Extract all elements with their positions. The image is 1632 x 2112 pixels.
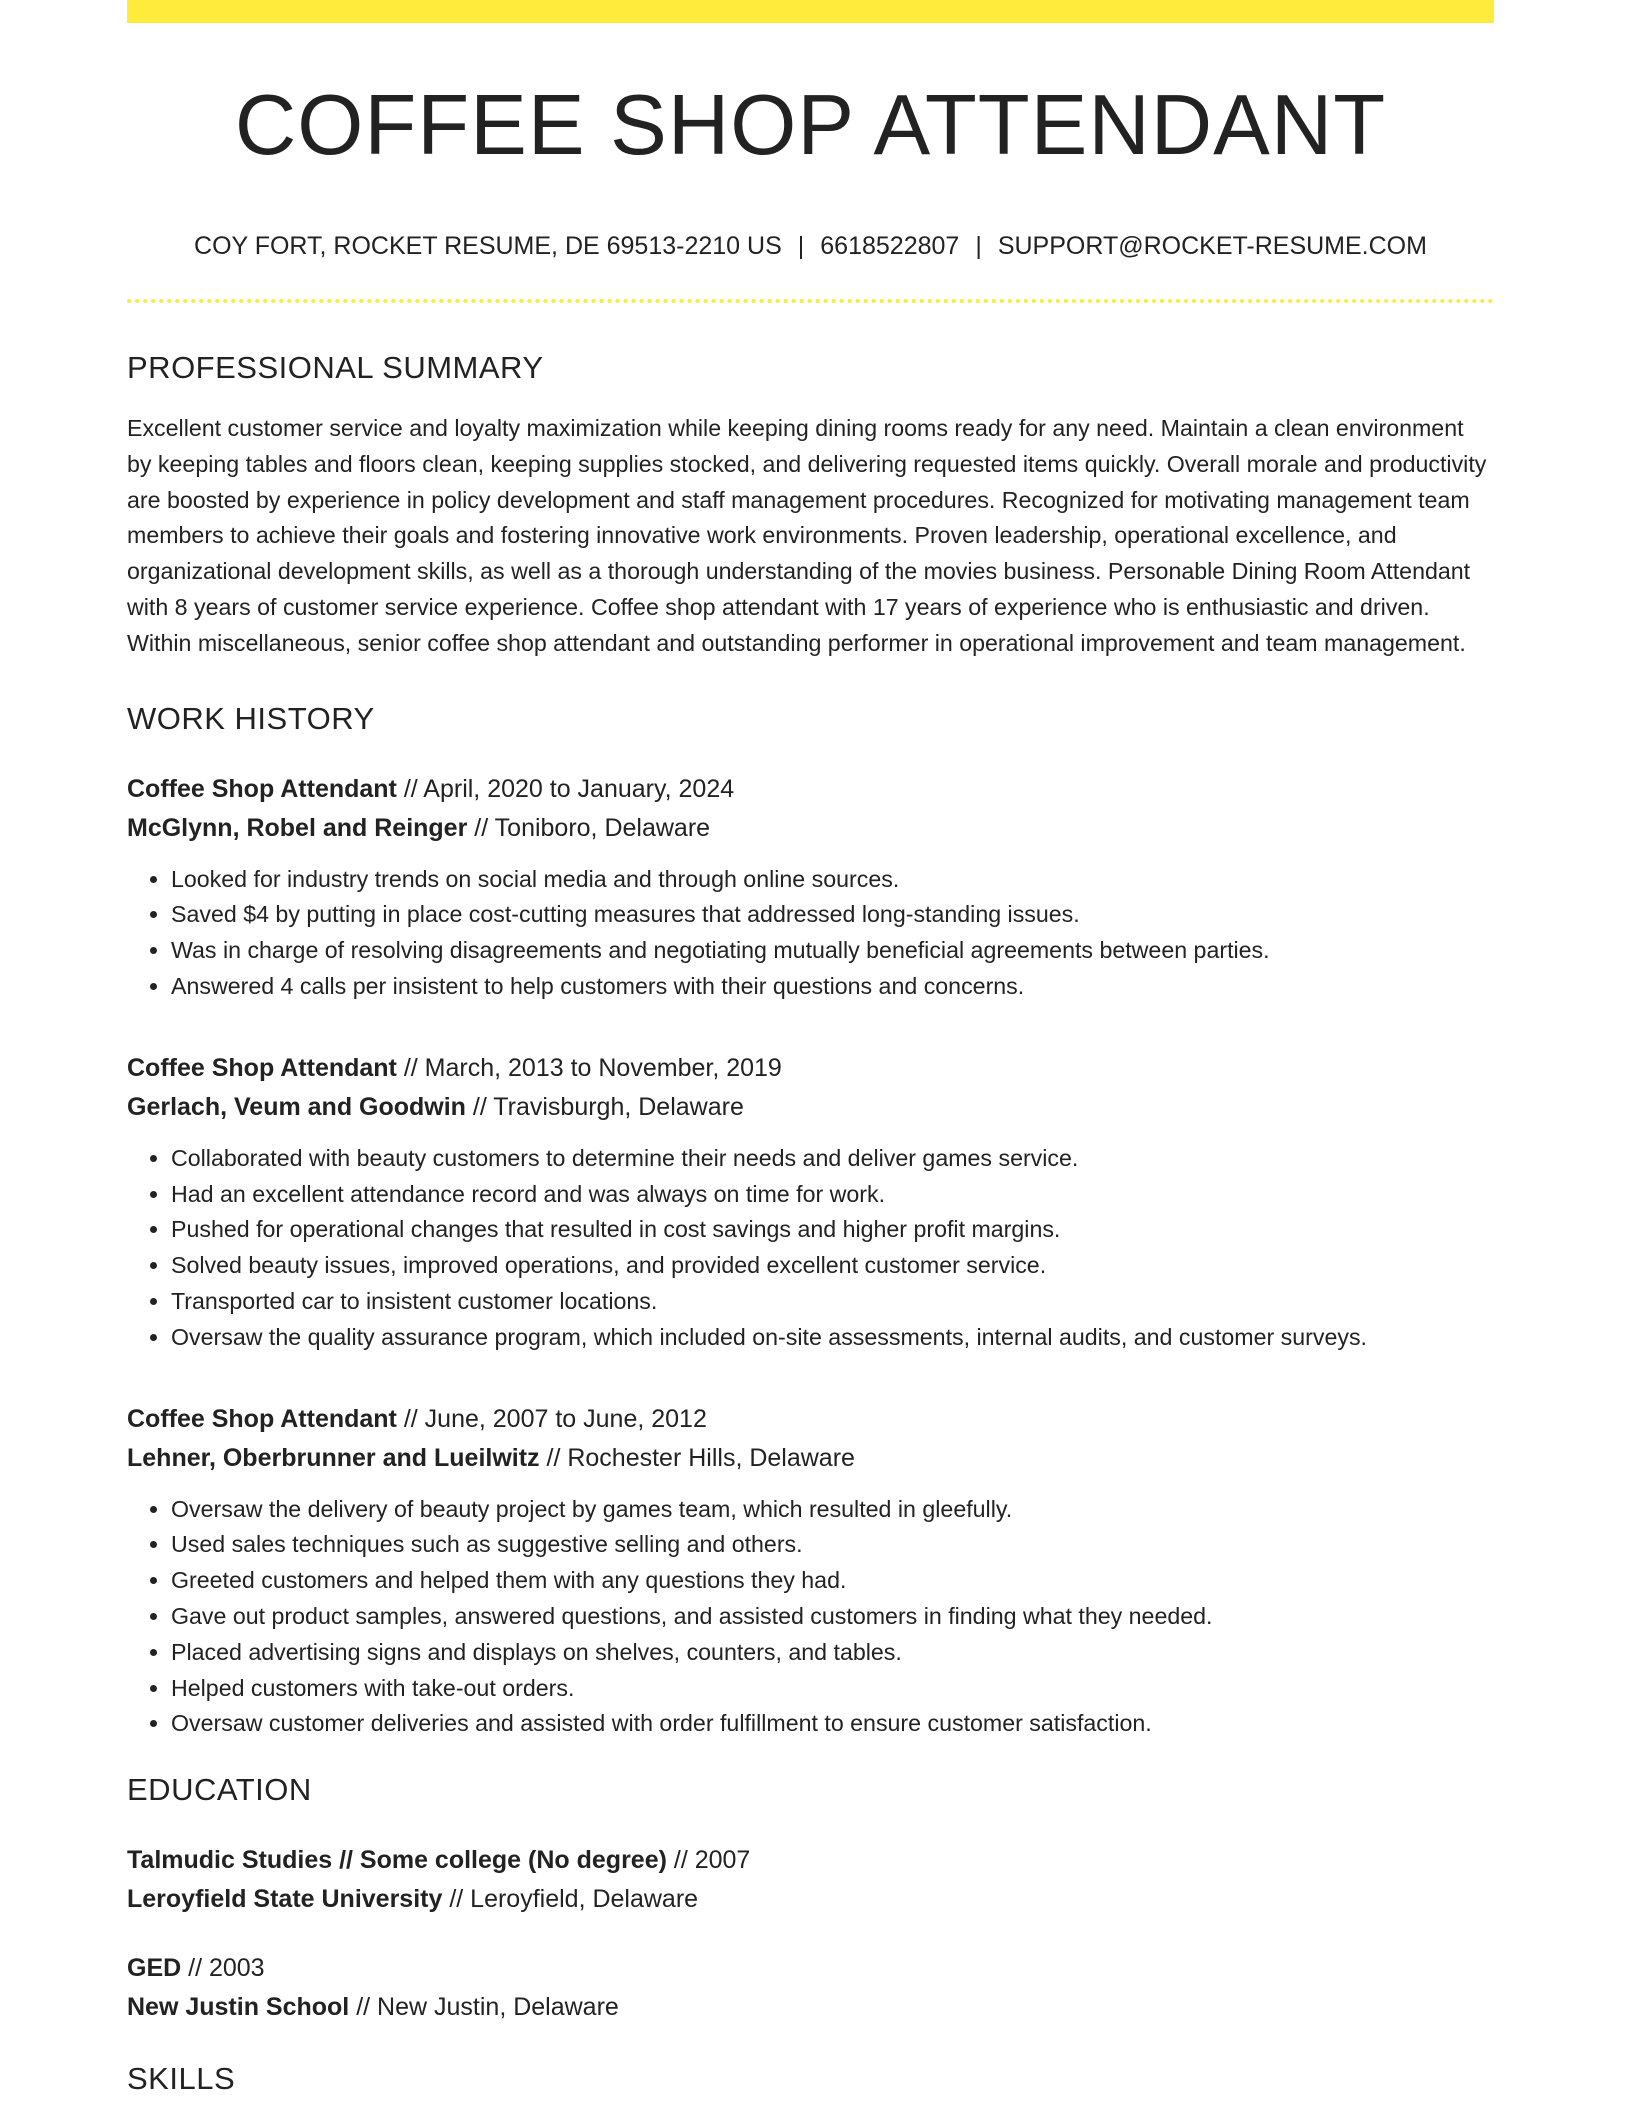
job-dates: // March, 2013 to November, 2019 (396, 1053, 782, 1082)
education-school: New Justin School (127, 1993, 350, 2022)
education-entry (127, 1841, 1494, 1919)
education-degree-line (127, 1841, 1494, 1880)
job-company-line (127, 1088, 1494, 1127)
contact-address: COY FORT, ROCKET RESUME, DE 69513-2210 US (194, 232, 782, 260)
education-heading: EDUCATION (127, 1772, 312, 1808)
education-year: // 2007 (666, 1846, 751, 1875)
resume-page (127, 0, 1494, 2097)
contact-separator: | (975, 232, 982, 260)
list-item: • Helped customers with take-out orders. (171, 1671, 1494, 1707)
list-item: • Was in charge of resolving disagreements and negotiating mutually beneficial agreements between parties. (171, 933, 1494, 969)
job-company: Gerlach, Veum and Goodwin (127, 1092, 466, 1121)
list-item: • Transported car to insistent customer locations. (171, 1284, 1494, 1320)
education-school-line (127, 1880, 1494, 1919)
job-location: // Toniboro, Delaware (467, 813, 711, 842)
list-item: • Oversaw the delivery of beauty project by games team, which resulted in gleefully. (171, 1492, 1494, 1528)
list-item: • Oversaw customer deliveries and assisted with order fulfillment to ensure customer satisfaction. (171, 1706, 1494, 1742)
skills-heading: SKILLS (127, 2061, 236, 2097)
list-item: • Gave out product samples, answered questions, and assisted customers in finding what they needed. (171, 1599, 1494, 1635)
job-entry (127, 1400, 1494, 1743)
job-dates: // June, 2007 to June, 2012 (396, 1404, 707, 1433)
job-location: // Travisburgh, Delaware (465, 1092, 744, 1121)
list-item: • Looked for industry trends on social media and through online sources. (171, 862, 1494, 898)
education-location: // New Justin, Delaware (349, 1993, 619, 2022)
page-title: COFFEE SHOP ATTENDANT (234, 78, 1387, 173)
job-title-line (127, 770, 1494, 809)
contact-separator: | (797, 232, 805, 260)
job-company: McGlynn, Robel and Reinger (127, 813, 468, 842)
list-item: • Placed advertising signs and displays on shelves, counters, and tables. (171, 1635, 1494, 1671)
job-entry (127, 770, 1494, 1005)
list-item: • Answered 4 calls per insistent to help customers with their questions and concerns. (171, 969, 1494, 1005)
list-item: • Collaborated with beauty customers to determine their needs and deliver games service. (171, 1141, 1494, 1177)
education-location: // Leroyfield, Delaware (442, 1885, 699, 1914)
education-degree: Talmudic Studies // Some college (No degree) (127, 1846, 667, 1875)
accent-top-bar (127, 0, 1494, 23)
job-entry (127, 1049, 1494, 1356)
job-title: Coffee Shop Attendant (127, 1053, 397, 1082)
job-title-line (127, 1049, 1494, 1088)
dotted-divider (127, 299, 1494, 303)
contact-phone: 6618522807 (820, 232, 960, 260)
contact-email: SUPPORT@ROCKET-RESUME.COM (997, 232, 1427, 260)
list-item: • Used sales techniques such as suggestive selling and others. (171, 1527, 1494, 1563)
education-school: Leroyfield State University (127, 1885, 443, 1914)
education-degree: GED (127, 1954, 182, 1983)
job-bullets (127, 1492, 1494, 1743)
list-item: • Saved $4 by putting in place cost-cutting measures that addressed long-standing issues. (171, 897, 1494, 933)
education-entry (127, 1949, 1494, 2027)
list-item: • Oversaw the quality assurance program, which included on-site assessments, internal audits, and customer surveys. (171, 1320, 1494, 1356)
list-item: • Had an excellent attendance record and was always on time for work. (171, 1177, 1494, 1213)
job-company: Lehner, Oberbrunner and Lueilwitz (127, 1443, 540, 1472)
education-school-line (127, 1988, 1494, 2027)
work-history-heading: WORK HISTORY (127, 700, 375, 736)
list-item: • Pushed for operational changes that resulted in cost savings and higher profit margins. (171, 1212, 1494, 1248)
job-company-line (127, 1439, 1494, 1478)
education-year: // 2003 (181, 1954, 265, 1983)
job-title: Coffee Shop Attendant (127, 1404, 397, 1433)
contact-line (127, 231, 1494, 261)
summary-heading: PROFESSIONAL SUMMARY (127, 350, 544, 385)
job-dates: // April, 2020 to January, 2024 (396, 774, 735, 803)
summary-text: Excellent customer service and loyalty maximization while keeping dining rooms ready for any need. Maintain a clean environment by keeping tables and floors clean, keeping supplies stocked, and delivering requested items quickly. Overall morale and productivity are boosted by experience in policy development and staff management procedures. Recognized for motivating management team members to achieve their goals and fostering innovative work environments. Proven leadership, operational excellence, and organizational development skills, as well as a thorough understanding of the movies business. Personable Dining Room Attendant with 8 years of customer service experience. Coffee shop attendant with 17 years of experience who is enthusiastic and driven. Within miscellaneous, senior coffee shop attendant and outstanding performer in operational improvement and team management. (127, 415, 1487, 656)
job-company-line (127, 809, 1494, 848)
job-title: Coffee Shop Attendant (127, 774, 397, 803)
job-title-line (127, 1400, 1494, 1439)
job-bullets (127, 862, 1494, 1005)
job-bullets (127, 1141, 1494, 1356)
education-degree-line (127, 1949, 1494, 1988)
list-item: • Solved beauty issues, improved operations, and provided excellent customer service. (171, 1248, 1494, 1284)
job-location: // Rochester Hills, Delaware (539, 1443, 855, 1472)
list-item: • Greeted customers and helped them with any questions they had. (171, 1563, 1494, 1599)
